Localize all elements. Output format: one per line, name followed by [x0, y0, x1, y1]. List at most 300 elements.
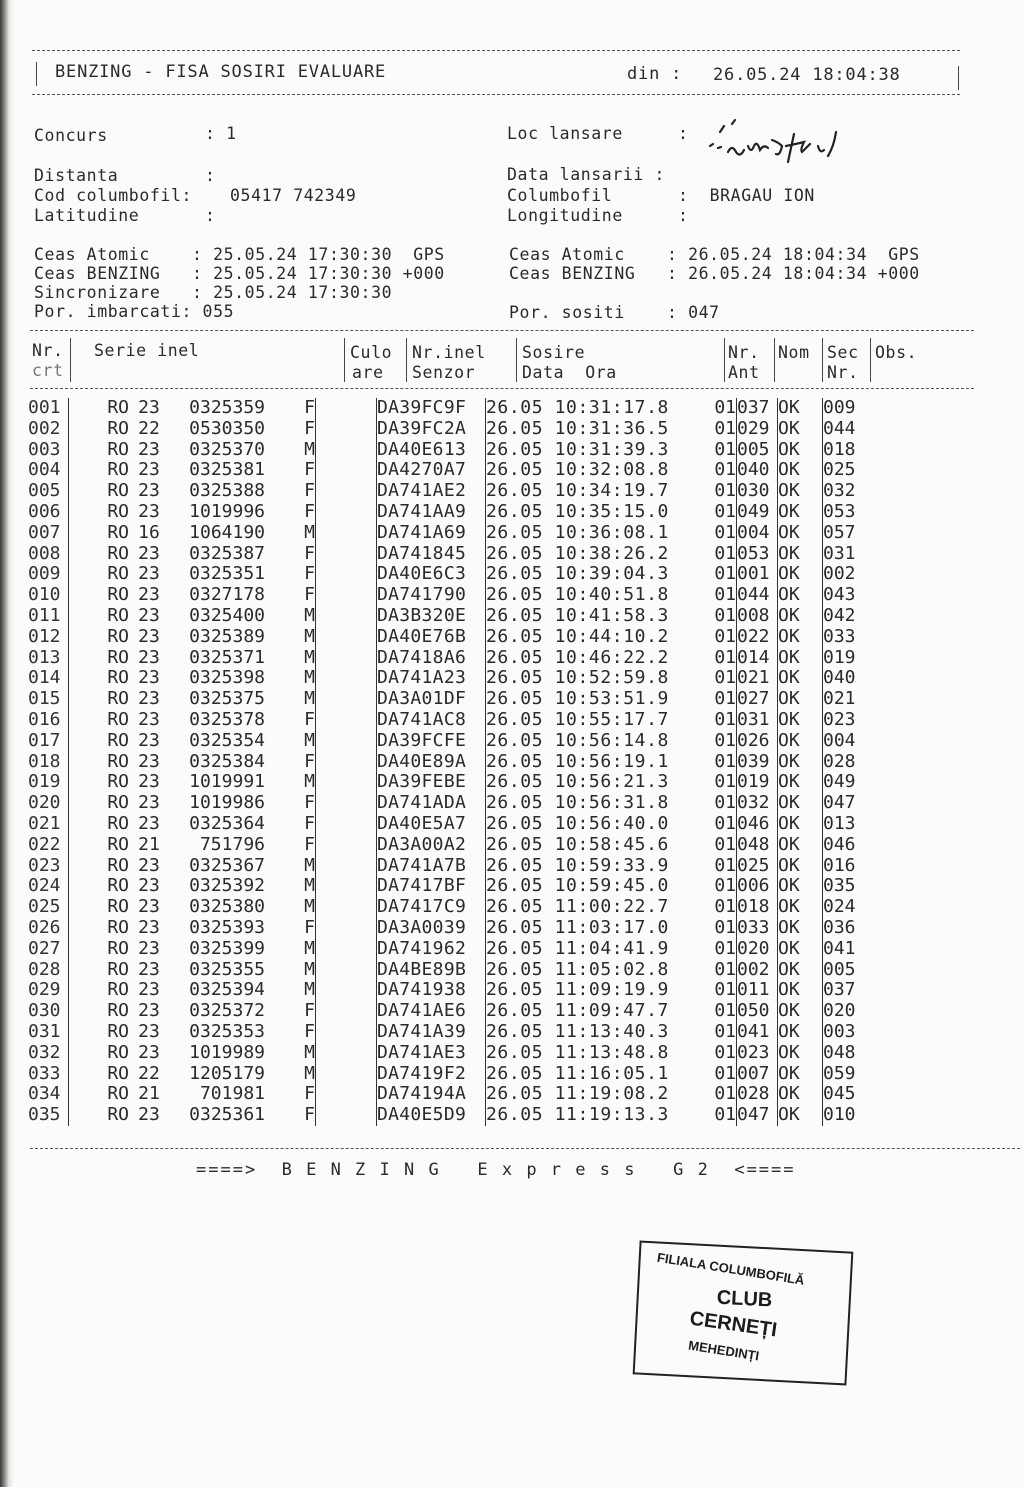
row-year: 16: [138, 521, 160, 543]
row-color: [316, 814, 377, 835]
row-sensor: DA741790: [377, 585, 486, 606]
row-sec: OK: [778, 752, 823, 773]
row-nr: 010: [28, 584, 61, 606]
row-color: [316, 939, 377, 960]
row-ant: 01: [714, 916, 736, 938]
row-ant: 01: [714, 1020, 736, 1042]
row-sensor: DA40E613: [377, 440, 486, 461]
sincronizare: Sincronizare : 25.05.24 17:30:30: [34, 283, 393, 302]
row-sensor: DA3A01DF: [377, 689, 486, 710]
row-sensor: DA40E76B: [377, 627, 486, 648]
row-nom: 002: [737, 960, 778, 981]
row-nom: 033: [737, 918, 778, 939]
row-ring-number: 0325381: [189, 459, 265, 481]
loc-lansare-label: Loc lansare: [507, 124, 623, 143]
row-nom: 046: [737, 814, 778, 835]
row-nr: 017: [28, 729, 61, 751]
handwritten-launch-place: [706, 112, 886, 172]
table-row: [28, 939, 883, 960]
row-sex: M: [304, 875, 315, 897]
row-color: [316, 419, 377, 440]
row-country: RO: [107, 958, 129, 980]
row-sex: M: [304, 937, 315, 959]
row-sec: OK: [778, 731, 823, 752]
ceas-benzing-right: Ceas BENZING : 26.05.24 18:04:34 +000: [509, 264, 920, 283]
row-color: [316, 544, 377, 565]
row-year: 23: [138, 937, 160, 959]
table-row: [28, 1001, 883, 1022]
table-row: [28, 648, 883, 669]
row-nr: 005: [28, 480, 61, 502]
row-ant: 01: [714, 1062, 736, 1084]
row-nom: 049: [737, 502, 778, 523]
col-divider: [406, 338, 407, 382]
row-ant: 01: [714, 771, 736, 793]
columbofil-value: : BRAGAU ION: [678, 186, 815, 205]
table-row: [28, 980, 883, 1001]
date-label: din :: [627, 64, 683, 84]
col-sosire-1: Sosire: [522, 343, 586, 362]
row-year: 23: [138, 563, 160, 585]
row-obs: 004: [823, 731, 884, 752]
row-arrival: 26.05 10:52:59.8: [486, 668, 687, 689]
row-sec: OK: [778, 689, 823, 710]
row-ant: 01: [714, 459, 736, 481]
col-culoare-2: are: [352, 363, 384, 382]
row-obs: 013: [823, 814, 884, 835]
row-sex: M: [304, 979, 315, 1001]
row-ant: 01: [714, 937, 736, 959]
row-arrival: 26.05 11:16:05.1: [486, 1064, 687, 1085]
row-sec: OK: [778, 960, 823, 981]
row-obs: 016: [823, 856, 884, 877]
row-sensor: DA741938: [377, 980, 486, 1001]
row-nr: 008: [28, 542, 61, 564]
row-arrival: 26.05 11:00:22.7: [486, 897, 687, 918]
row-ant: 01: [714, 729, 736, 751]
row-arrival: 26.05 10:56:14.8: [486, 731, 687, 752]
row-sex: M: [304, 521, 315, 543]
row-sex: M: [304, 958, 315, 980]
row-arrival: 26.05 10:56:19.1: [486, 752, 687, 773]
row-sec: OK: [778, 481, 823, 502]
row-arrival: 26.05 10:38:26.2: [486, 544, 687, 565]
row-year: 23: [138, 1000, 160, 1022]
row-ant: 01: [714, 542, 736, 564]
row-sensor: DA39FCFE: [377, 731, 486, 752]
row-nom: 041: [737, 1022, 778, 1043]
row-obs: 024: [823, 897, 884, 918]
row-color: [316, 668, 377, 689]
row-arrival: 26.05 10:55:17.7: [486, 710, 687, 731]
row-sec: OK: [778, 814, 823, 835]
row-sex: M: [304, 667, 315, 689]
row-color: [316, 918, 377, 939]
row-nr: 022: [28, 833, 61, 855]
row-color: [316, 606, 377, 627]
row-year: 23: [138, 896, 160, 918]
row-nr: 004: [28, 459, 61, 481]
table-header-bottom-border: [30, 388, 974, 389]
row-sex: M: [304, 688, 315, 710]
row-sensor: DA4270A7: [377, 460, 486, 481]
row-nr: 025: [28, 896, 61, 918]
row-sec: OK: [778, 710, 823, 731]
row-country: RO: [107, 937, 129, 959]
col-sosire-2: Data Ora: [522, 363, 617, 382]
row-obs: 032: [823, 481, 884, 502]
row-sensor: DA741AE6: [377, 1001, 486, 1022]
row-obs: 041: [823, 939, 884, 960]
row-year: 23: [138, 958, 160, 980]
row-year: 23: [138, 667, 160, 689]
row-nr: 013: [28, 646, 61, 668]
row-year: 23: [138, 979, 160, 1001]
document-title: BENZING - FISA SOSIRI EVALUARE: [55, 62, 387, 82]
row-color: [316, 731, 377, 752]
row-arrival: 26.05 11:13:40.3: [486, 1022, 687, 1043]
row-nr: 021: [28, 812, 61, 834]
concurs-label: Concurs: [34, 126, 108, 145]
row-color: [316, 398, 377, 419]
latitudine-label: Latitudine: [34, 206, 140, 225]
table-row: [28, 502, 883, 523]
row-country: RO: [107, 875, 129, 897]
row-year: 23: [138, 459, 160, 481]
row-obs: 031: [823, 544, 884, 565]
date-value: 26.05.24 18:04:38: [713, 65, 901, 85]
row-obs: 003: [823, 1022, 884, 1043]
row-ring-number: 1205179: [189, 1062, 265, 1084]
row-country: RO: [107, 896, 129, 918]
row-country: RO: [107, 521, 129, 543]
row-ring-number: 0325392: [189, 875, 265, 897]
porumbei-imbarcati: Por. imbarcati: 055: [34, 302, 235, 321]
row-sensor: DA3A00A2: [377, 835, 486, 856]
row-ant: 01: [714, 646, 736, 668]
row-color: [316, 481, 377, 502]
row-country: RO: [107, 916, 129, 938]
row-color: [316, 502, 377, 523]
cod-columbofil-value: 05417 742349: [230, 186, 357, 205]
club-stamp: [633, 1240, 854, 1385]
row-sensor: DA741962: [377, 939, 486, 960]
row-sex: F: [304, 563, 315, 585]
row-ring-number: 0327178: [189, 584, 265, 606]
row-nr: 035: [28, 1104, 61, 1126]
row-nr: 028: [28, 958, 61, 980]
row-sensor: DA3B320E: [377, 606, 486, 627]
table-row: [28, 564, 883, 585]
row-nom: 014: [737, 648, 778, 669]
row-arrival: 26.05 10:53:51.9: [486, 689, 687, 710]
row-ant: 01: [714, 604, 736, 626]
row-nom: 029: [737, 419, 778, 440]
stamp-line-2: CLUB: [716, 1286, 773, 1312]
row-ring-number: 1019989: [189, 1041, 265, 1063]
row-color: [316, 1022, 377, 1043]
table-row: [28, 960, 883, 981]
row-ant: 01: [714, 812, 736, 834]
row-color: [316, 585, 377, 606]
row-arrival: 26.05 10:39:04.3: [486, 564, 687, 585]
row-nom: 020: [737, 939, 778, 960]
row-country: RO: [107, 563, 129, 585]
row-sec: OK: [778, 1064, 823, 1085]
ceas-benzing-left: Ceas BENZING : 25.05.24 17:30:30 +000: [34, 264, 445, 283]
row-color: [316, 856, 377, 877]
row-country: RO: [107, 708, 129, 730]
row-obs: 037: [823, 980, 884, 1001]
row-sensor: DA39FC2A: [377, 419, 486, 440]
row-year: 23: [138, 584, 160, 606]
row-year: 23: [138, 792, 160, 814]
row-sec: OK: [778, 772, 823, 793]
row-sensor: DA741A69: [377, 523, 486, 544]
row-obs: 040: [823, 668, 884, 689]
row-sec: OK: [778, 980, 823, 1001]
table-row: [28, 523, 883, 544]
row-nr: 012: [28, 625, 61, 647]
table-row: [28, 752, 883, 773]
row-sec: OK: [778, 856, 823, 877]
table-row: [28, 668, 883, 689]
col-obs: Obs.: [875, 343, 918, 362]
row-country: RO: [107, 688, 129, 710]
row-color: [316, 980, 377, 1001]
row-ring-number: 0325351: [189, 563, 265, 585]
row-year: 23: [138, 750, 160, 772]
row-obs: 048: [823, 1043, 884, 1064]
porumbei-sositi: Por. sositi : 047: [509, 303, 720, 322]
row-sec: OK: [778, 440, 823, 461]
row-country: RO: [107, 1041, 129, 1063]
row-nr: 009: [28, 563, 61, 585]
row-sex: F: [304, 1020, 315, 1042]
row-ant: 01: [714, 688, 736, 710]
table-row: [28, 731, 883, 752]
row-year: 23: [138, 1041, 160, 1063]
arrivals-table: [28, 398, 883, 1126]
row-nr: 002: [28, 417, 61, 439]
table-row: [28, 1105, 883, 1126]
row-year: 23: [138, 1020, 160, 1042]
row-arrival: 26.05 10:46:22.2: [486, 648, 687, 669]
row-year: 21: [138, 833, 160, 855]
table-row: [28, 440, 883, 461]
row-sex: F: [304, 459, 315, 481]
row-arrival: 26.05 11:05:02.8: [486, 960, 687, 981]
row-color: [316, 1001, 377, 1022]
row-obs: 033: [823, 627, 884, 648]
row-color: [316, 564, 377, 585]
row-sensor: DA3A0039: [377, 918, 486, 939]
row-country: RO: [107, 792, 129, 814]
row-country: RO: [107, 750, 129, 772]
row-sex: M: [304, 1041, 315, 1063]
row-year: 23: [138, 812, 160, 834]
row-ant: 01: [714, 1083, 736, 1105]
distanta-label: Distanta: [34, 166, 119, 185]
row-ring-number: 0325367: [189, 854, 265, 876]
table-row: [28, 793, 883, 814]
row-year: 23: [138, 438, 160, 460]
row-sex: F: [304, 750, 315, 772]
row-year: 23: [138, 542, 160, 564]
row-sex: M: [304, 646, 315, 668]
row-ring-number: 0325364: [189, 812, 265, 834]
header-left-bar: [36, 62, 37, 86]
row-obs: 057: [823, 523, 884, 544]
row-nom: 030: [737, 481, 778, 502]
table-row: [28, 544, 883, 565]
row-sensor: DA7417BF: [377, 876, 486, 897]
row-nr: 023: [28, 854, 61, 876]
row-nr: 020: [28, 792, 61, 814]
row-nom: 026: [737, 731, 778, 752]
row-sex: M: [304, 729, 315, 751]
row-nom: 048: [737, 835, 778, 856]
row-ring-number: 0325353: [189, 1020, 265, 1042]
row-nr: 019: [28, 771, 61, 793]
loc-lansare-sep: :: [678, 124, 689, 143]
row-sec: OK: [778, 606, 823, 627]
row-arrival: 26.05 10:58:45.6: [486, 835, 687, 856]
table-row: [28, 814, 883, 835]
row-country: RO: [107, 417, 129, 439]
row-country: RO: [107, 646, 129, 668]
row-arrival: 26.05 11:19:13.3: [486, 1105, 687, 1126]
row-nom: 032: [737, 793, 778, 814]
row-arrival: 26.05 10:35:15.0: [486, 502, 687, 523]
row-color: [316, 876, 377, 897]
row-arrival: 26.05 11:03:17.0: [486, 918, 687, 939]
row-ant: 01: [714, 1000, 736, 1022]
row-ring-number: 0325389: [189, 625, 265, 647]
row-ant: 01: [714, 854, 736, 876]
col-ant-1: Nr.: [728, 343, 760, 362]
row-sec: OK: [778, 648, 823, 669]
row-ring-number: 0325355: [189, 958, 265, 980]
row-year: 23: [138, 708, 160, 730]
row-sex: F: [304, 584, 315, 606]
row-sensor: DA741845: [377, 544, 486, 565]
row-arrival: 26.05 10:59:45.0: [486, 876, 687, 897]
row-arrival: 26.05 10:59:33.9: [486, 856, 687, 877]
row-sec: OK: [778, 398, 823, 419]
stamp-line-1: FILIALA COLUMBOFILĂ: [656, 1249, 806, 1288]
row-nr: 003: [28, 438, 61, 460]
row-nom: 018: [737, 897, 778, 918]
row-sex: M: [304, 438, 315, 460]
row-color: [316, 793, 377, 814]
row-obs: 002: [823, 564, 884, 585]
row-nom: 025: [737, 856, 778, 877]
table-row: [28, 1022, 883, 1043]
row-sex: M: [304, 1062, 315, 1084]
table-row: [28, 585, 883, 606]
row-year: 23: [138, 646, 160, 668]
row-arrival: 26.05 10:34:19.7: [486, 481, 687, 502]
col-ant-2: Ant: [728, 363, 760, 382]
row-sex: F: [304, 542, 315, 564]
row-ant: 01: [714, 438, 736, 460]
row-nr: 027: [28, 937, 61, 959]
row-arrival: 26.05 10:40:51.8: [486, 585, 687, 606]
row-country: RO: [107, 625, 129, 647]
row-country: RO: [107, 812, 129, 834]
col-culoare-1: Culo: [350, 343, 393, 362]
row-nr: 033: [28, 1062, 61, 1084]
col-divider: [70, 338, 71, 382]
row-ant: 01: [714, 896, 736, 918]
row-year: 23: [138, 875, 160, 897]
row-nr: 030: [28, 1000, 61, 1022]
row-year: 21: [138, 1083, 160, 1105]
row-nom: 023: [737, 1043, 778, 1064]
row-color: [316, 627, 377, 648]
row-color: [316, 689, 377, 710]
row-obs: 047: [823, 793, 884, 814]
row-obs: 044: [823, 419, 884, 440]
table-row: [28, 1043, 883, 1064]
distanta-value: :: [205, 166, 216, 185]
row-sex: M: [304, 604, 315, 626]
row-sex: F: [304, 500, 315, 522]
row-ring-number: 0325398: [189, 667, 265, 689]
row-year: 22: [138, 417, 160, 439]
row-nr: 026: [28, 916, 61, 938]
row-arrival: 26.05 11:13:48.8: [486, 1043, 687, 1064]
row-ring-number: 701981: [199, 1083, 265, 1105]
row-color: [316, 710, 377, 731]
row-arrival: 26.05 10:41:58.3: [486, 606, 687, 627]
row-country: RO: [107, 1062, 129, 1084]
row-sec: OK: [778, 544, 823, 565]
table-bottom-border: [30, 1148, 1020, 1149]
row-ring-number: 0325354: [189, 729, 265, 751]
row-obs: 005: [823, 960, 884, 981]
table-row: [28, 710, 883, 731]
row-nom: 037: [737, 398, 778, 419]
row-obs: 028: [823, 752, 884, 773]
row-ant: 01: [714, 397, 736, 418]
row-arrival: 26.05 10:31:39.3: [486, 440, 687, 461]
row-nr: 031: [28, 1020, 61, 1042]
row-sex: M: [304, 625, 315, 647]
col-sec-1: Sec: [827, 343, 859, 362]
page-edge-shadow: [0, 0, 14, 1487]
row-ant: 01: [714, 708, 736, 730]
row-sec: OK: [778, 419, 823, 440]
row-sensor: DA741A23: [377, 668, 486, 689]
table-header-top-border: [30, 330, 974, 331]
row-arrival: 26.05 10:56:40.0: [486, 814, 687, 835]
row-sec: OK: [778, 1105, 823, 1126]
longitudine-label: Longitudine: [507, 206, 623, 225]
row-nom: 011: [737, 980, 778, 1001]
row-sensor: DA40E5D9: [377, 1105, 486, 1126]
row-sensor: DA7417C9: [377, 897, 486, 918]
col-senzor-1: Nr.inel: [412, 343, 486, 362]
row-arrival: 26.05 10:56:31.8: [486, 793, 687, 814]
row-ring-number: 0325388: [189, 480, 265, 502]
row-arrival: 26.05 10:56:21.3: [486, 772, 687, 793]
row-country: RO: [107, 833, 129, 855]
col-divider: [724, 338, 725, 382]
row-nom: 053: [737, 544, 778, 565]
row-ant: 01: [714, 500, 736, 522]
